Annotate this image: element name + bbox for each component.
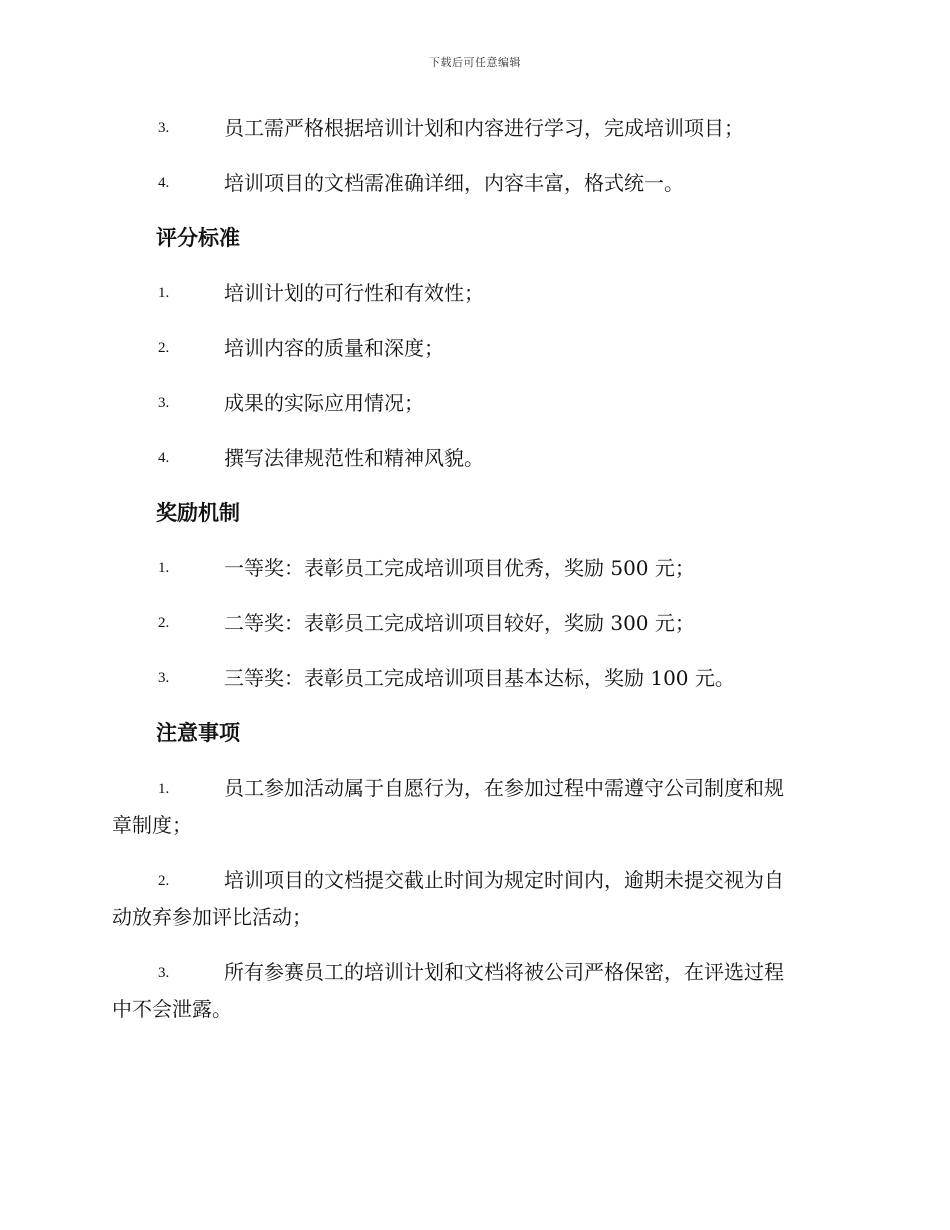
item-text: 所有参赛员工的培训计划和文档将被公司严格保密，在评选过程: [224, 960, 784, 984]
item-number: 1.: [158, 285, 170, 301]
item-number: 3.: [158, 395, 170, 411]
list-item: [112, 550, 834, 586]
item-number: 3.: [158, 965, 170, 981]
page-header: 下载后可任意编辑: [429, 56, 521, 69]
item-text: 三等奖：表彰员工完成培训项目基本达标，奖励 100 元。: [224, 666, 735, 690]
list-item: [112, 660, 834, 696]
item-text: 成果的实际应用情况；: [224, 391, 424, 415]
document-body: [112, 110, 834, 1046]
item-number: 4.: [158, 450, 170, 466]
list-item: [112, 275, 834, 311]
item-text-continued: 中不会泄露。: [112, 997, 232, 1021]
list-item: [112, 862, 834, 935]
list-item: [112, 165, 834, 201]
item-text: 员工参加活动属于自愿行为，在参加过程中需遵守公司制度和规: [224, 776, 784, 800]
list-item: [112, 110, 834, 146]
item-number: 3.: [158, 670, 170, 686]
item-text-continued: 动放弃参加评比活动；: [112, 905, 312, 929]
section-heading-scoring: 评分标准: [156, 225, 240, 250]
item-number: 2.: [158, 873, 170, 889]
item-text: 培训项目的文档需准确详细，内容丰富，格式统一。: [224, 171, 684, 195]
item-number: 2.: [158, 340, 170, 356]
list-item: [112, 440, 834, 476]
item-text: 撰写法律规范性和精神风貌。: [224, 446, 484, 470]
item-number: 4.: [158, 175, 170, 191]
list-item: [112, 770, 834, 843]
item-text: 培训内容的质量和深度；: [224, 336, 444, 360]
list-item: [112, 330, 834, 366]
list-item: [112, 605, 834, 641]
section-heading-rewards: 奖励机制: [156, 500, 240, 525]
item-number: 1.: [158, 560, 170, 576]
item-text-continued: 章制度；: [112, 813, 192, 837]
section-heading-notes: 注意事项: [156, 720, 240, 745]
item-text: 培训项目的文档提交截止时间为规定时间内，逾期未提交视为自: [224, 868, 784, 892]
item-text: 员工需严格根据培训计划和内容进行学习，完成培训项目；: [224, 116, 744, 140]
item-text: 一等奖：表彰员工完成培训项目优秀，奖励 500 元；: [224, 556, 695, 580]
item-number: 3.: [158, 120, 170, 136]
list-item: [112, 385, 834, 421]
item-text: 二等奖：表彰员工完成培训项目较好，奖励 300 元；: [224, 611, 695, 635]
item-number: 1.: [158, 781, 170, 797]
item-number: 2.: [158, 615, 170, 631]
list-item: [112, 954, 834, 1027]
item-text: 培训计划的可行性和有效性；: [224, 281, 484, 305]
